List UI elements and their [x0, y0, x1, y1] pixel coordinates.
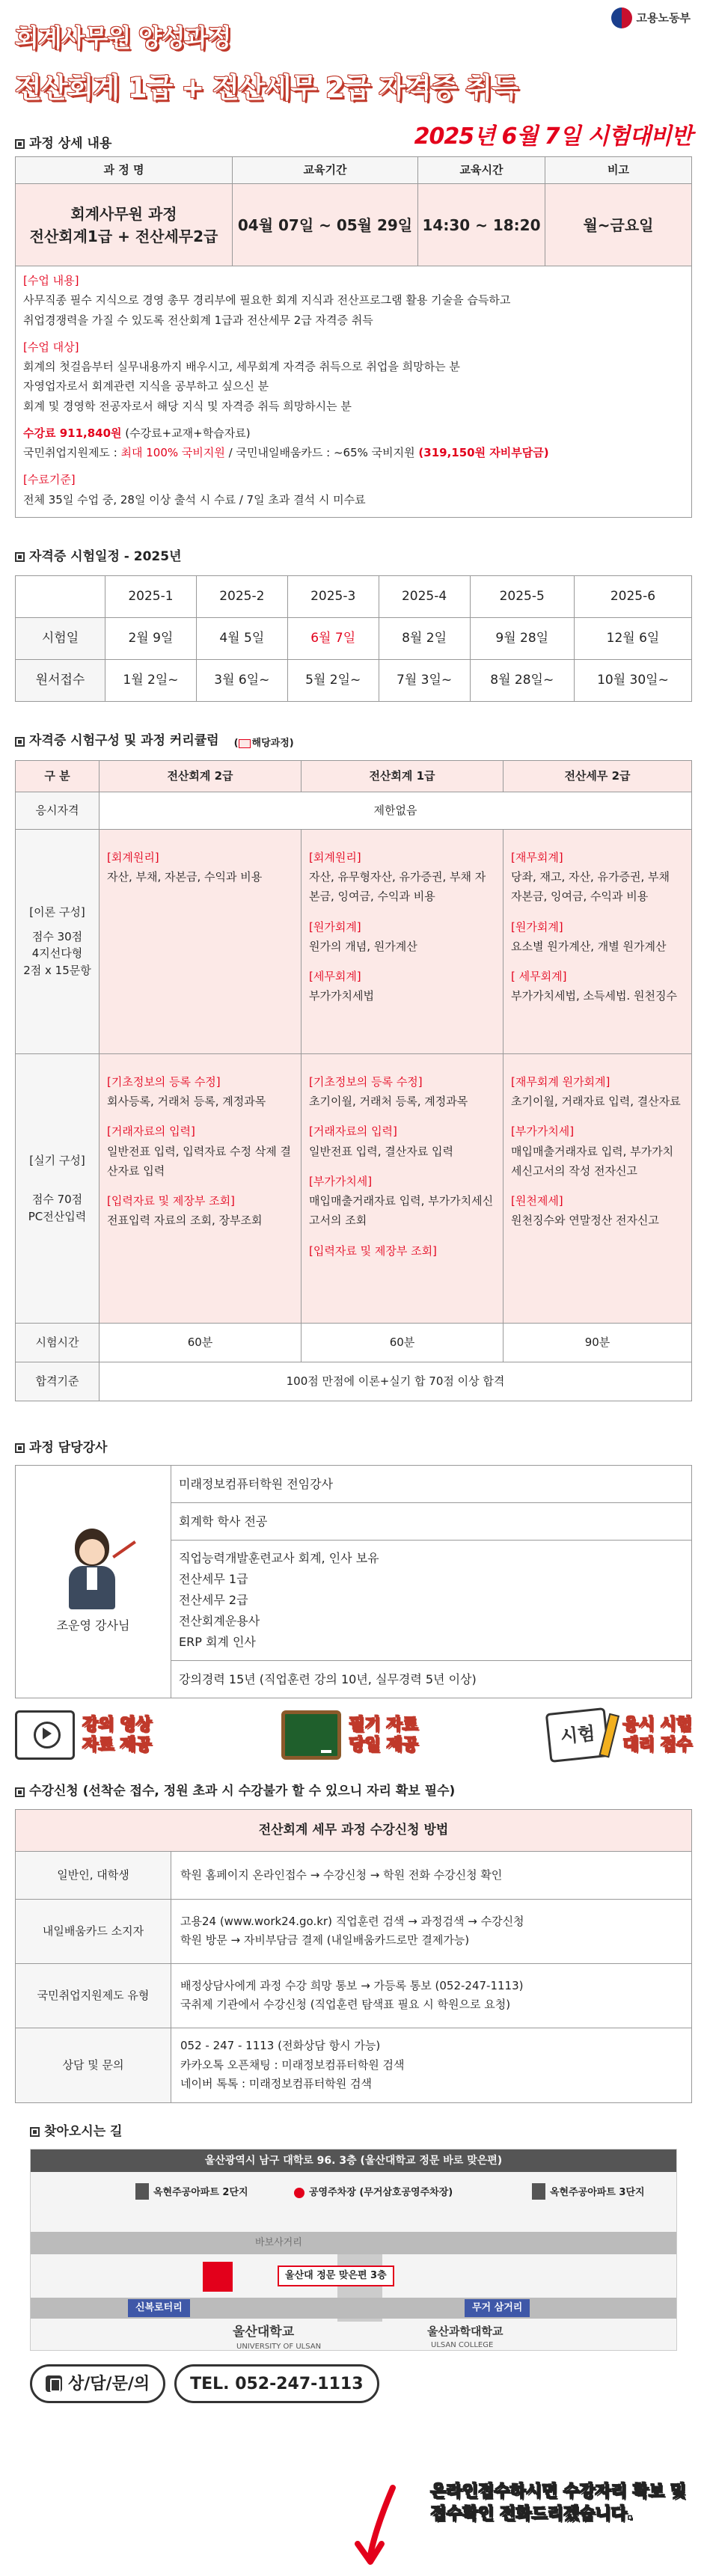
- enroll-row-label: 국민취업지원제도 유형: [16, 1963, 171, 2028]
- theory-c2: [회계원리] 자산, 부채, 자본금, 수익과 비용: [100, 829, 302, 1053]
- section-title: 자격증 시험일정 - 2025년: [29, 548, 182, 564]
- main-road: [31, 2232, 676, 2254]
- round-header: 2025-2: [196, 576, 287, 618]
- content-label: [수업 내용]: [23, 274, 79, 287]
- feature-notes: 필기 자료 당일 제공: [281, 1710, 418, 1760]
- exam-date: 8월 2일: [379, 618, 470, 660]
- completion-label: [수료기준]: [23, 473, 76, 487]
- row-label: 합격기준: [16, 1362, 100, 1401]
- row-label: 응시자격: [16, 792, 100, 829]
- fee-line: 수강료 911,840원 (수강료+교재+학습자료): [23, 426, 251, 440]
- qual-value: 제한없음: [100, 792, 692, 829]
- header: [0, 0, 707, 112]
- col-header: 교육기간: [233, 157, 418, 184]
- exam-paper-icon: [545, 1707, 610, 1763]
- schedule-table: [15, 575, 692, 702]
- location-map: [30, 2149, 677, 2351]
- row-label: 시험시간: [16, 1323, 100, 1362]
- round-header: 2025-6: [574, 576, 691, 618]
- section-title: 자격증 시험구성 및 과정 커리큘럼: [29, 733, 219, 749]
- square-bullet-icon: [15, 139, 25, 149]
- feature-video: 강의 영상 자료 제공: [15, 1710, 152, 1760]
- location-header: [0, 2123, 707, 2142]
- enroll: [0, 1809, 707, 2103]
- square-bullet-icon: [15, 1787, 25, 1797]
- enroll-row-text: 052 - 247 - 1113 (전화상담 항시 가능) 카카오톡 오픈채팅 : 미래정보컴퓨터학원 검색 네이버 톡톡 : 미래정보컴퓨터학원 검색: [171, 2028, 692, 2102]
- round-header: 2025-5: [470, 576, 574, 618]
- col-header: 전산회계 1급: [302, 760, 504, 792]
- practice-label: [실기 구성] 점수 70점 PC전산입력: [16, 1053, 100, 1323]
- exam-time: 60분: [100, 1323, 302, 1362]
- page-title-line1: 회계사무원 양성과정: [15, 23, 231, 52]
- round-header: 2025-4: [379, 576, 470, 618]
- course-detail-header: [0, 120, 707, 153]
- instructor-row: 미래정보컴퓨터학원 전임강사: [171, 1466, 692, 1503]
- feature-banner: [0, 1710, 707, 1760]
- curriculum-table: [15, 760, 692, 1401]
- instructor-photo-cell: [16, 1466, 171, 1698]
- enroll-row-label: 상담 및 문의: [16, 2028, 171, 2102]
- schedule-header: [0, 548, 707, 567]
- exam-date: 2월 9일: [105, 618, 197, 660]
- apply-date: 10월 30일~: [574, 660, 691, 702]
- exam-date: 4월 5일: [196, 618, 287, 660]
- pointing-arrow-icon: [352, 2484, 404, 2566]
- instructor: [0, 1465, 707, 1698]
- col-header: 구 분: [16, 760, 100, 792]
- apt-right-label: 옥현주공아파트 3단지: [550, 2187, 645, 2199]
- taegeuk-emblem-icon: [611, 7, 632, 28]
- square-bullet-icon: [30, 2127, 40, 2137]
- feature-exam: 시험 응시 시험 대리 접수: [548, 1710, 692, 1760]
- univ-name-en: UNIVERSITY OF ULSAN: [236, 2343, 322, 2352]
- curriculum: [0, 760, 707, 1401]
- legend-swatch: [239, 739, 251, 748]
- bottom-note: 온라인접수하시면 수강자리 확보 및 접수확인 전화드리겠습니다.: [430, 2482, 686, 2524]
- target-line: 회계의 첫걸음부터 실무내용까지 배우시고, 세무회계 자격증 취득으로 취업을 희망하는 분: [23, 360, 460, 373]
- enroll-row-text: 배정상담사에게 과정 수강 희망 통보 → 가등록 통보 (052-247-1113) 국취제 기관에서 수강신청 (직업훈련 탐색표 필요 시 학원으로 요청): [171, 1963, 692, 2028]
- section-title: 과정 상세 내용: [29, 135, 112, 151]
- academy-building-icon: [203, 2262, 233, 2292]
- instructor-table: [15, 1465, 692, 1698]
- section-title: 과정 담당강사: [29, 1440, 108, 1455]
- instructor-row: 회계학 학사 전공: [171, 1503, 692, 1541]
- enroll-row-text: 고용24 (www.work24.go.kr) 직업훈련 검색 → 과정검색 → 수강신청 학원 방문 → 자비부담금 결제 (내일배움카드로만 결제가능): [171, 1899, 692, 1963]
- exam-date-highlight: 6월 7일: [287, 618, 379, 660]
- ministry-logo: [611, 7, 691, 28]
- course-time: 14:30 ~ 18:20: [418, 184, 545, 266]
- apply-date: 3월 6일~: [196, 660, 287, 702]
- apply-date: 5월 2일~: [287, 660, 379, 702]
- enroll-row-label: 내일배움카드 소지자: [16, 1899, 171, 1963]
- apply-date: 8월 28일~: [470, 660, 574, 702]
- college-name-en: ULSAN COLLEGE: [431, 2341, 494, 2350]
- exam-date: 12월 6일: [574, 618, 691, 660]
- course-info: [15, 266, 692, 518]
- chalkboard-icon: [281, 1710, 341, 1760]
- apply-date: 1월 2일~: [105, 660, 197, 702]
- ministry-name: 고용노동부: [636, 10, 691, 25]
- instructor-row: 강의경력 15년 (직업훈련 강의 10년, 실무경력 5년 이상): [171, 1661, 692, 1698]
- practice-t2: [재무회계 원가회계] 초기이월, 거래자료 입력, 결산자료 [부가가치세] 매입매출거래자료 입력, 부가가치세신고서의 작성 전자신고 [원천제세] 원천징수와 연말정산 전자신고: [504, 1053, 692, 1323]
- enroll-row-label: 일반인, 대학생: [16, 1851, 171, 1899]
- curriculum-header: [0, 732, 707, 751]
- section-title: 수강신청 (선착순 접수, 정원 초과 시 수강불가 할 수 있으니 자리 확보 필수): [29, 1784, 456, 1799]
- sign-left: 신복로터리: [128, 2299, 190, 2317]
- target-label: [수업 대상]: [23, 340, 79, 354]
- exam-time: 60분: [302, 1323, 504, 1362]
- content-line: 취업경쟁력을 가질 수 있도록 전산회계 1급과 전산세무 2급 자격증 취득: [23, 313, 373, 327]
- round-header: 2025-3: [287, 576, 379, 618]
- col-header: 과 정 명: [16, 157, 233, 184]
- enroll-table-title: 전산회계 세무 과정 수강신청 방법: [16, 1809, 692, 1851]
- round-header: 2025-1: [105, 576, 197, 618]
- theory-t2: [재무회계] 당좌, 재고, 자산, 유가증권, 부채 자본금, 잉여금, 수익과 비용 [원가회계] 요소별 원가계산, 개별 원가계산 [ 세무회계] 부가가치세법, 소득세법. 원천징수: [504, 829, 692, 1053]
- content-line: 사무직종 필수 지식으로 경영 총무 경리부에 필요한 회계 지식과 전산프로그램 활용 기술을 습득하고: [23, 293, 511, 308]
- instructor-certs: 직업능력개발훈련교사 회계, 인사 보유 전산세무 1급 전산세무 2급 전산회계운용사 ERP 회계 인사: [171, 1541, 692, 1661]
- col-header: 비고: [545, 157, 692, 184]
- row-label: 원서접수: [16, 660, 105, 702]
- section-title: 찾아오시는 길: [44, 2123, 123, 2139]
- support-line: 국민취업지원제도 : 최대 100% 국비지원 / 국민내일배움카드 : ~65% 국비지원 (319,150원 자비부담금): [23, 446, 549, 459]
- theory-label: [이론 구성] 점수 30점 4지선다형 2점 x 15문항: [16, 829, 100, 1053]
- road-label: 바보사거리: [255, 2237, 302, 2249]
- practice-c2: [기초정보의 등록 수정] 회사등록, 거래처 등록, 계정과목 [거래자료의 입력] 일반전표 입력, 입력자료 수정 삭제 결산자료 입력 [입력자료 및 제장부 조회] 전표입력 자료의 조회, 장부조회: [100, 1053, 302, 1323]
- col-header: 전산회계 2급: [100, 760, 302, 792]
- parking-pin-icon: [294, 2188, 304, 2198]
- practice-c1: [기초정보의 등록 수정] 초기이월, 거래처 등록, 계정과목 [거래자료의 입력] 일반전표 입력, 결산자료 입력 [부가가치세] 매입매출거래자료 입력, 부가가치세신고서의 조회 [입력자료 및 제장부 조회]: [302, 1053, 504, 1323]
- instructor-header: [0, 1439, 707, 1458]
- theory-c1: [회계원리] 자산, 유무형자산, 유가증권, 부채 자본금, 잉여금, 수익과 비용 [원가회계] 원가의 개념, 원가계산 [세무회계] 부가가치세법: [302, 829, 504, 1053]
- contact-bar: [0, 2364, 707, 2403]
- enroll-table: [15, 1809, 692, 2103]
- apply-date: 7월 3일~: [379, 660, 470, 702]
- course-note: 월~금요일: [545, 184, 692, 266]
- univ-name: 울산대학교: [233, 2325, 295, 2340]
- square-bullet-icon: [15, 552, 25, 562]
- course-name: 회계사무원 과정 전산회계1급 + 전산세무2급: [16, 184, 233, 266]
- apt-left-label: 옥현주공아파트 2단지: [153, 2187, 248, 2199]
- exam-time: 90분: [504, 1323, 692, 1362]
- college-name: 울산과학대학교: [427, 2325, 504, 2339]
- course-table: [15, 156, 692, 266]
- map-callout: 울산대 정문 맞은편 3층: [278, 2266, 394, 2286]
- course-detail: [0, 156, 707, 518]
- building-icon: [532, 2183, 545, 2200]
- target-line: 자영업자로서 회계관련 지식을 공부하고 싶으신 분: [23, 379, 269, 394]
- row-label: 시험일: [16, 618, 105, 660]
- parking-label: 공영주차장 (무거삼호공영주차장): [309, 2187, 453, 2199]
- col-header: 교육시간: [418, 157, 545, 184]
- teacher-illustration-icon: [52, 1529, 135, 1611]
- page-title-line2: 전산회계 1급 + 전산세무 2급 자격증 취득: [15, 71, 518, 104]
- video-lecture-icon: [15, 1710, 75, 1760]
- col-header: 전산세무 2급: [504, 760, 692, 792]
- legend: ( 해당과정): [233, 738, 294, 750]
- enroll-row-text: 학원 홈페이지 온라인접수 → 수강신청 → 학원 전화 수강신청 확인: [171, 1851, 692, 1899]
- schedule: [0, 575, 707, 702]
- instructor-name: 조운영 강사님: [56, 1618, 130, 1633]
- sign-right: 무거 삼거리: [465, 2299, 530, 2317]
- completion-text: 전체 35일 수업 중, 28일 이상 출석 시 수료 / 7일 초과 결석 시 미수료: [23, 492, 366, 507]
- address-bar: 울산광역시 남구 대학로 96. 3층 (울산대학교 정문 바로 맞은편): [31, 2150, 676, 2172]
- pass-value: 100점 만점에 이론+실기 합 70점 이상 합격: [100, 1362, 692, 1401]
- phone-icon: [46, 2375, 62, 2392]
- target-line: 회계 및 경영학 전공자로서 해당 지식 및 자격증 취득 희망하시는 분: [23, 399, 352, 413]
- square-bullet-icon: [15, 1443, 25, 1453]
- enroll-header: [0, 1782, 707, 1802]
- square-bullet-icon: [15, 737, 25, 747]
- course-period: 04월 07일 ~ 05월 29일: [233, 184, 418, 266]
- exam-date: 9월 28일: [470, 618, 574, 660]
- building-icon: [135, 2183, 149, 2200]
- tel-pill: TEL. 052-247-1113: [174, 2364, 379, 2403]
- exam-banner: 2025년 6월 7일 시험대비반: [414, 123, 692, 150]
- inquiry-pill: 상/담/문/의: [30, 2364, 165, 2403]
